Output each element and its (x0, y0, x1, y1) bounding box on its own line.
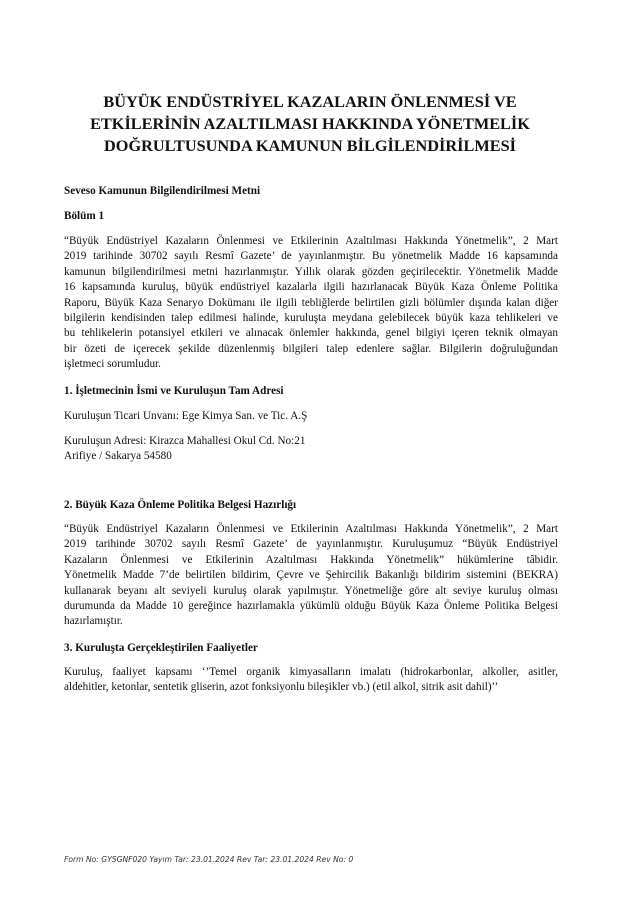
paragraph-line: “Büyük Endüstriyel Kazaların Önlenmesi ve Etkilerinin Azaltılması Hakkında Yönetmelik”, 2 Mart (64, 523, 558, 535)
paragraph-line: 2019 tarihinde 30702 sayılı Resmî Gazete’ de yayınlanmıştır. Kuruluşumuz “Büyük Endüstriyel (64, 538, 558, 551)
intro-paragraph (64, 234, 558, 373)
paragraph-line: Kuruluş, faaliyet kapsamı ‘’Temel organik kimyasalların imalatı (hidrokarbonlar, alkoller, asitler, (64, 666, 558, 678)
title-line: ETKİLERİNİN AZALTILMASI HAKKINDA YÖNETMELİK (90, 114, 530, 133)
paragraph-line: 2019 tarihinde 30702 sayılı Resmî Gazete’ de yayınlanmıştır. Bu yönetmelik Madde 16 kapsamında (64, 250, 558, 263)
paragraph-line: Kazaların Önlenmesi ve Etkilerinin Azaltılması Hakkında Yönetmelik” hükümlerine tâbidir. (64, 553, 558, 566)
paragraph-line: durumunda da Madde 10 gereğince hazırlamakla yükümlü olduğu Büyük Kaza Önleme Politika Belgesi (64, 600, 558, 613)
section-2-heading: 2. Büyük Kaza Önleme Politika Belgesi Hazırlığı (64, 499, 297, 511)
document-title (60, 91, 560, 157)
paragraph-line: bilgilerin kendisinden talep edilmesi halinde, kuruluşta meydana gelebilecek büyük kaza tehlikeleri ve (64, 312, 558, 325)
paragraph-line: işletmeci sorumludur. (64, 358, 161, 371)
trade-name: Kuruluşun Ticari Unvanı: Ege Kimya San. ve Tic. A.Ş (64, 410, 308, 422)
section-1-heading: 1. İşletmecinin İsmi ve Kuruluşun Tam Adresi (64, 385, 284, 397)
section-2-paragraph (64, 522, 558, 630)
paragraph-line: “Büyük Endüstriyel Kazaların Önlenmesi ve Etkilerinin Azaltılması Hakkında Yönetmelik”, 2 Mart (64, 235, 558, 247)
paragraph-line: aldehitler, ketonlar, sentetik gliserin, azot fonksiyonlu bileşikler vb.) (etil alkol, sitrik asit dahil)’’ (64, 681, 499, 694)
address-line-1: Kuruluşun Adresi: Kirazca Mahallesi Okul Cd. No:21 (64, 435, 306, 447)
section-3-heading: 3. Kuruluşta Gerçekleştirilen Faaliyetler (64, 642, 258, 654)
title-line: BÜYÜK ENDÜSTRİYEL KAZALARIN ÖNLENMESİ VE (103, 92, 517, 111)
paragraph-line: kullanarak beyanı alt seviyeli kuruluş olarak yapılmıştır. Yönetmeliğe göre alt seviye kuruluş olması (64, 584, 558, 597)
section-3-paragraph (64, 665, 558, 696)
chapter-label: Bölüm 1 (64, 210, 105, 222)
paragraph-line: Yönetmelik Madde 7’de belirtilen bildirim, Çevre ve Şehircilik Bakanlığı bildirim sistemini (BEKRA) (64, 569, 558, 582)
paragraph-line: Raporu, Büyük Kaza Senaryo Dokümanı ile ilgili tebliğlerde belirtilen gizli bölümler dışında kalan diğer (64, 296, 558, 309)
paragraph-line: bu tehlikelerin potansiyel etkileri ve alınacak önlemler hakkında, genel bilgiyi içeren teknik olmayan (64, 327, 558, 340)
paragraph-line: bir özeti de içerecek şekilde düzenlenmiş bilgileri talep edenlere sağlar. Bilgilerin doğruluğundan (64, 342, 558, 355)
subtitle: Seveso Kamunun Bilgilendirilmesi Metni (64, 185, 261, 197)
paragraph-line: 16 kapsamında kuruluş, büyük endüstriyel kazalarla ilgili hazırlanacak Büyük Kaza Önleme Politika (64, 281, 558, 294)
paragraph-line: hazırlamıştır. (64, 615, 123, 628)
form-footer: Form No: GYSGNF020 Yayım Tar: 23.01.2024 Rev Tar: 23.01.2024 Rev No: 0 (64, 855, 354, 864)
title-line: DOĞRULTUSUNDA KAMUNUN BİLGİLENDİRİLMESİ (104, 136, 516, 155)
address-line-2: Arifiye / Sakarya 54580 (64, 450, 172, 462)
paragraph-line: kamunun bilgilendirilmesi metni hazırlanmıştır. Yıllık olarak gözden geçirilecektir. Yönetmelik Madde (64, 265, 558, 278)
